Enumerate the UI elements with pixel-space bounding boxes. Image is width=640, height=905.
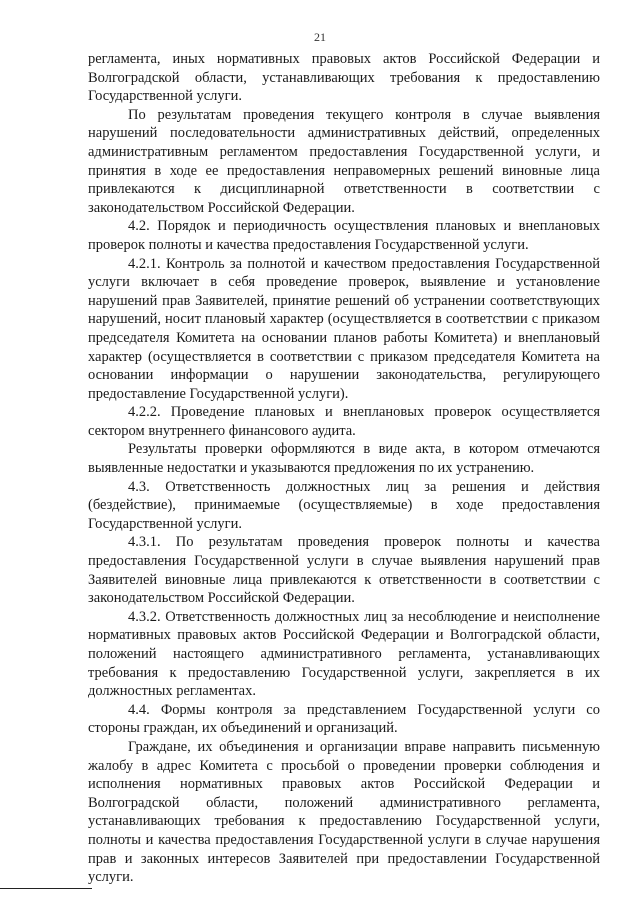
paragraph-4-3-2: 4.3.2. Ответственность должностных лиц за несоблюдение и неисполнение нормативных правовых актов Российской Федерации и Волгоградской области, положений настоящего административного регламента, устанавливающих требования к предоставлению Государственной услуги, закрепляется в их должностных регламентах. — [88, 608, 600, 700]
heading-4-3: 4.3. Ответственность должностных лиц за решения и действия (бездействие), принимаемые (осуществляемые) в ходе предоставления Государственной услуги. — [88, 478, 600, 532]
document-body — [88, 50, 600, 887]
heading-4-4: 4.4. Формы контроля за представлением Государственной услуги со стороны граждан, их объединений и организаций. — [88, 701, 600, 737]
heading-4-2: 4.2. Порядок и периодичность осуществления плановых и внеплановых проверок полноты и качества предоставления Государственной услуги. — [88, 218, 600, 253]
page-number: 21 — [314, 30, 326, 44]
paragraph-continuation: регламента, иных нормативных правовых актов Российской Федерации и Волгоградской области, устанавливающих требования к предоставлению Государственной услуги. — [88, 51, 600, 105]
paragraph-4-2-2: 4.2.2. Проведение плановых и внеплановых проверок осуществляется сектором внутреннего финансового аудита. — [88, 404, 600, 439]
paragraph-audit-results: Результаты проверки оформляются в виде акта, в котором отмечаются выявленные недостатки и указываются предложения по их устранению. — [88, 441, 600, 477]
paragraph-4-3-1: 4.3.1. По результатам проведения проверок полноты и качества предоставления Государственной услуги в случае выявления нарушений прав Заявителей виновные лица привлекаются к ответственности в соответствии с законодательством Российской Федерации. — [88, 534, 600, 607]
paragraph-4-2-1: 4.2.1. Контроль за полнотой и качеством предоставления Государственной услуги включает в себя проведение проверок, выявление и установление нарушений прав Заявителей, принятие решений об устранении соответствующих нарушений, носит плановый характер (осуществляется в соответствии с приказом председателя Комитета на основании планов работы Комитета) и внеплановый характер (осуществляется в соответствии с приказом председателя Комитета на основании информации о нарушении законодательства, регулирующего предоставление Государственной услуги). — [88, 255, 600, 402]
paragraph-citizen-complaints: Граждане, их объединения и организации вправе направить письменную жалобу в адрес Комитета с просьбой о проведении проверки соблюдения и исполнения нормативных правовых актов Российской Федерации и Волгоградской области, положений административного регламента, устанавливающих требования к предоставлению Государственной услуги, полноты и качества предоставления Государственной услуги в случае нарушения прав и законных интересов Заявителей при предоставлении Государственной услуги. — [88, 738, 600, 886]
paragraph-current-control-results: По результатам проведения текущего контроля в случае выявления нарушений последовательности административных действий, определенных административным регламентом предоставления Государственной услуги, и принятия в ходе ее предоставления неправомерных решений виновные лица привлекаются к дисциплинарной ответственности в соответствии с законодательством Российской Федерации. — [88, 106, 600, 216]
footnote-divider — [0, 888, 92, 889]
